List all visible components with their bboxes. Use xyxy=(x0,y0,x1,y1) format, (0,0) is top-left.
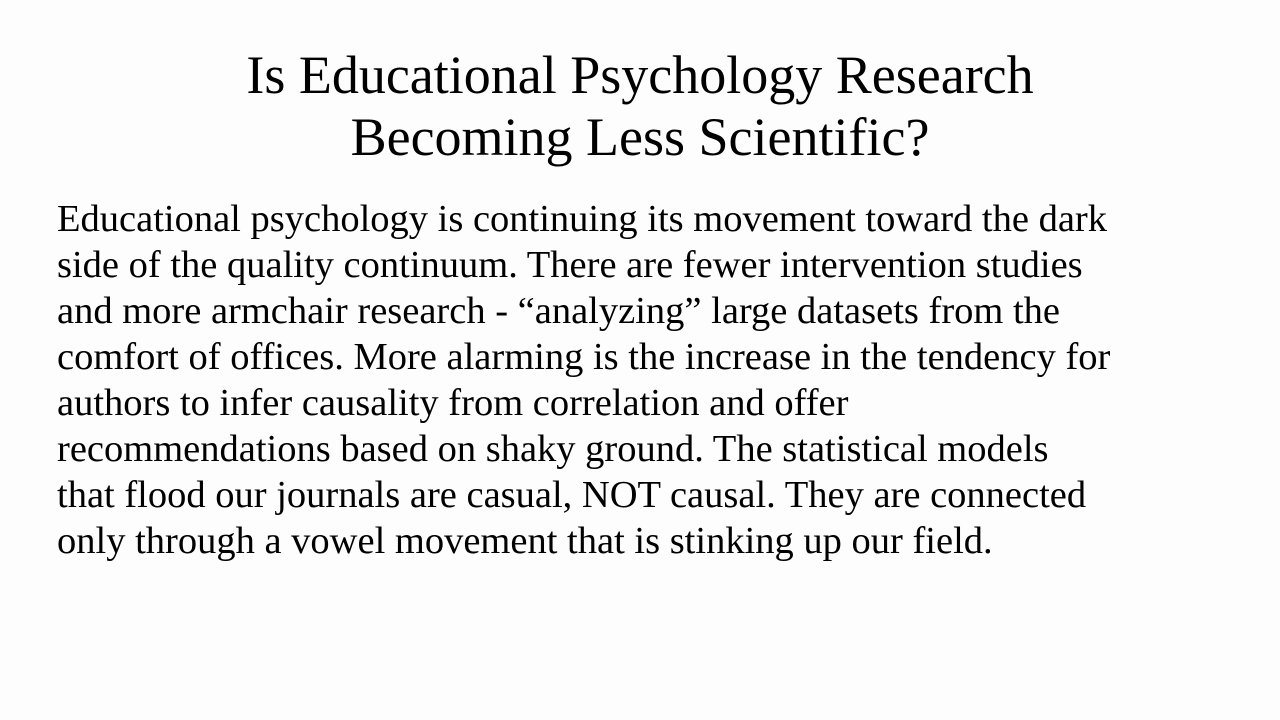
body-line: and more armchair research - “analyzing” large datasets from the xyxy=(57,290,1060,332)
slide-title-line: Is Educational Psychology Research xyxy=(246,45,1034,105)
slide-title-line: Becoming Less Scientific? xyxy=(350,107,930,167)
body-line: Educational psychology is continuing its movement toward the dark xyxy=(57,198,1107,240)
slide-title xyxy=(0,44,1280,168)
slide-body-text xyxy=(57,196,1237,564)
body-line: only through a vowel movement that is stinking up our field. xyxy=(57,520,993,562)
body-line: side of the quality continuum. There are fewer intervention studies xyxy=(57,244,1083,286)
body-line: recommendations based on shaky ground. The statistical models xyxy=(57,428,1049,470)
body-line: comfort of offices. More alarming is the increase in the tendency for xyxy=(57,336,1111,378)
body-line: that flood our journals are casual, NOT causal. They are connected xyxy=(57,474,1087,516)
body-line: authors to infer causality from correlation and offer xyxy=(57,382,849,424)
